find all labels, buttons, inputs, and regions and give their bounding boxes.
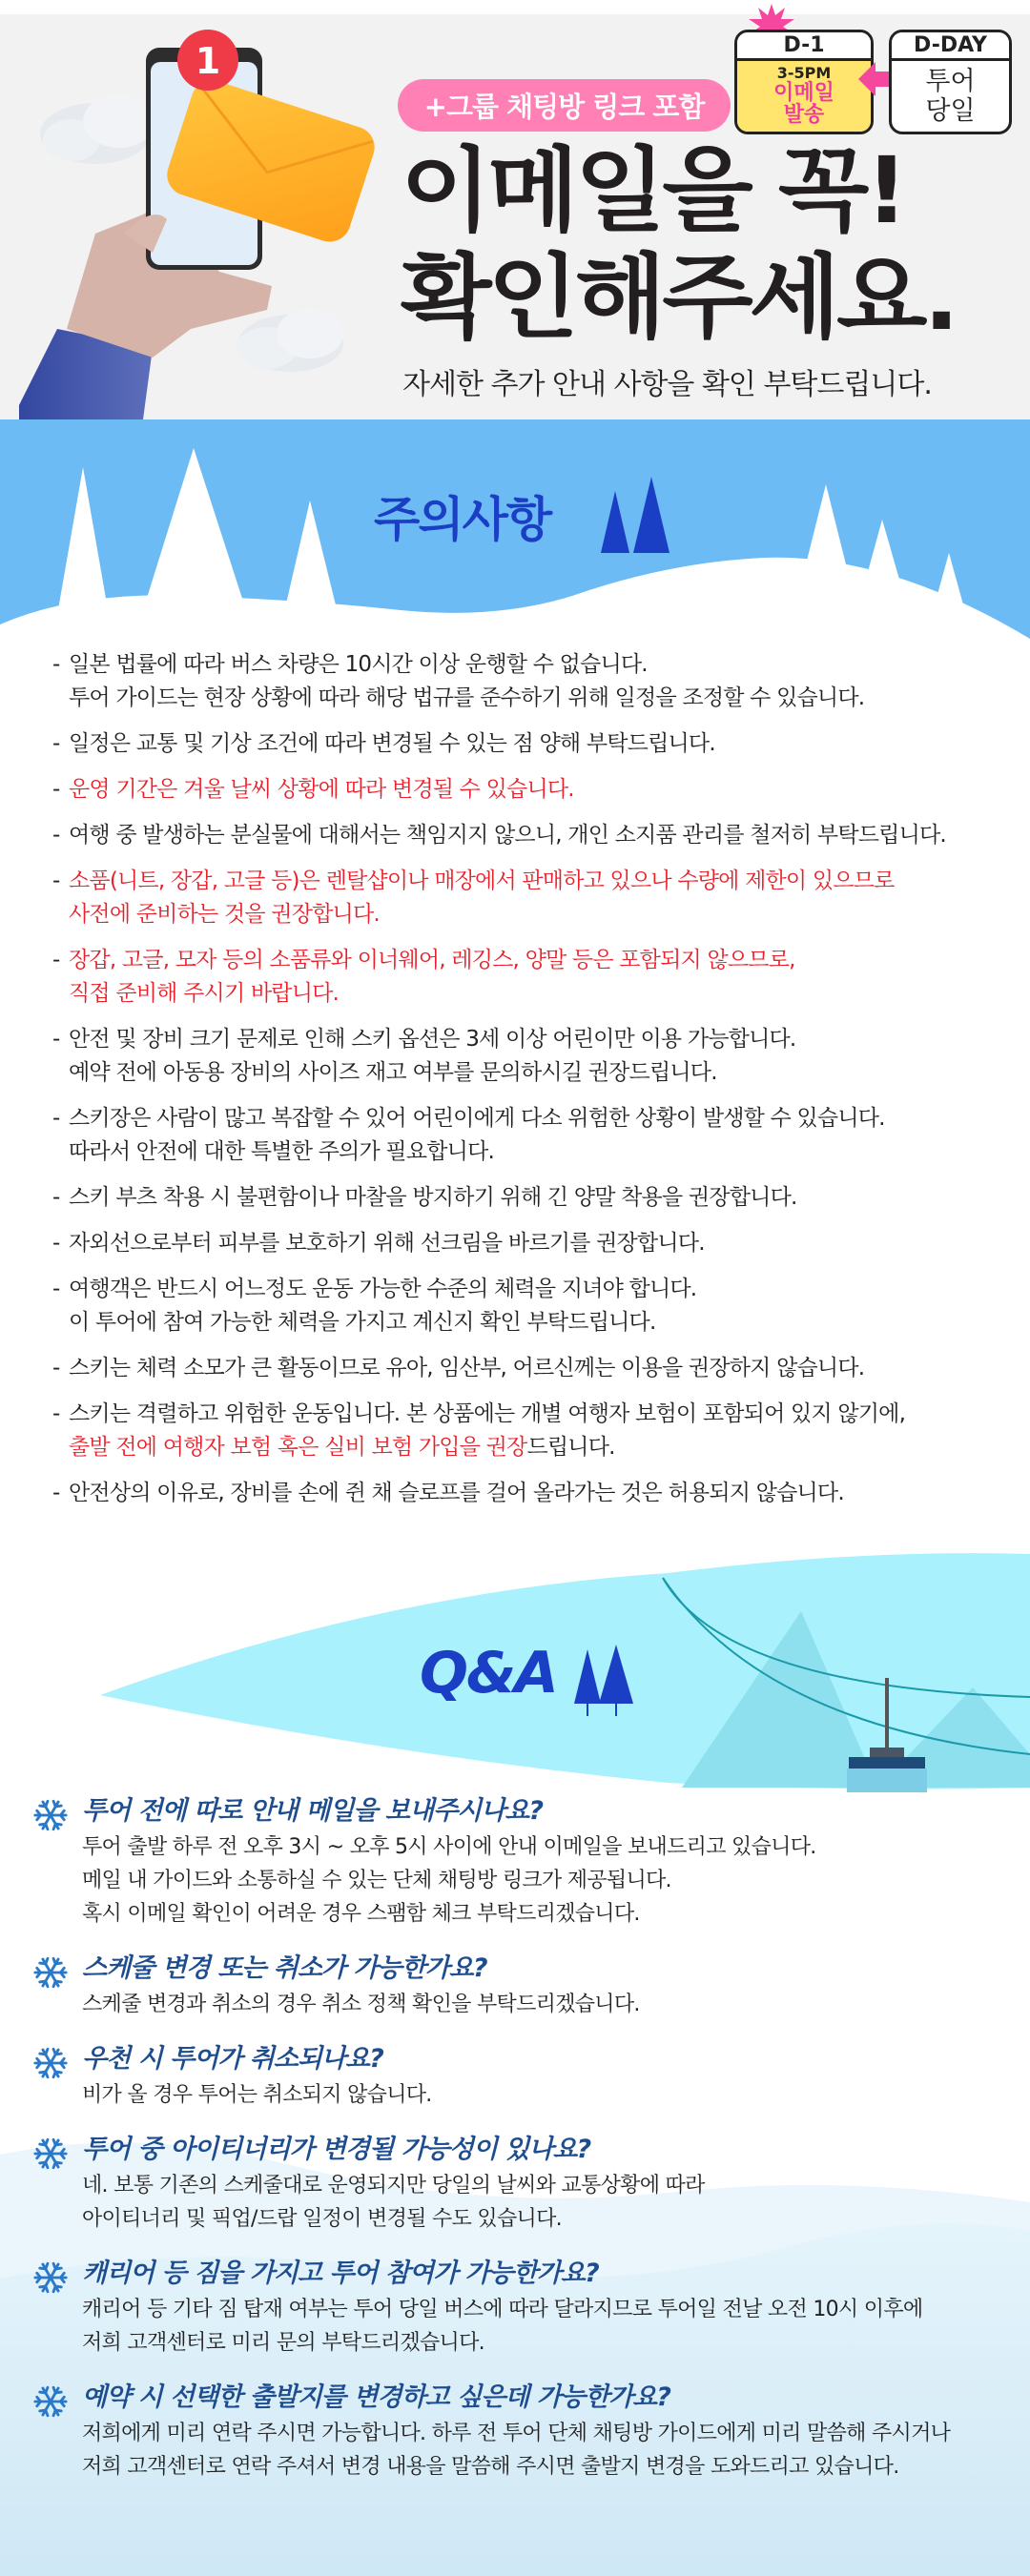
qa-item: [0, 2379, 1030, 2484]
notice-text: 예약 전에 아동용 장비의 사이즈 재고 여부를 문의하시길 권장드립니다.: [69, 1060, 717, 1085]
qa-question: 투어 전에 따로 안내 메일을 보내주시나요?: [82, 1796, 544, 1826]
bullet-dash: -: [52, 1277, 61, 1301]
cloud-icon: [40, 94, 155, 164]
qa-answer-line: 아이티너리 및 픽업/드랍 일정이 변경될 수도 있습니다.: [82, 2207, 562, 2231]
snowflake-icon: [32, 2136, 69, 2172]
notice-line: [69, 1306, 1030, 1339]
notice-item: [0, 648, 1030, 715]
notice-text: 여행 중 발생하는 분실물에 대해서는 책임지지 않으니, 개인 소지품 관리를 철저히 부탁드립니다.: [69, 823, 946, 848]
notice-line: [69, 1023, 1030, 1056]
snowflake-icon: [32, 2383, 69, 2420]
notice-item: [0, 1102, 1030, 1169]
qa-question: 우천 시 투어가 취소되나요?: [82, 2044, 383, 2074]
notice-text: 스키는 격렬하고 위험한 운동입니다. 본 상품에는 개별 여행자 보험이 포함되어 있지 않기에,: [69, 1401, 906, 1426]
notice-text: 여행객은 반드시 어느정도 운동 가능한 수준의 체력을 지녀야 합니다.: [69, 1277, 697, 1301]
notice-line: [69, 1056, 1030, 1090]
notice-text-highlight: 장갑, 고글, 모자 등의 소품류와 이너웨어, 레깅스, 양말 등은 포함되지 않으므로,: [69, 948, 795, 972]
bullet-dash: -: [52, 823, 61, 848]
snowflake-icon: [32, 2045, 69, 2081]
d1-schedule-card: [734, 30, 874, 134]
qa-question: 예약 시 선택한 출발지를 변경하고 싶은데 가능한가요?: [82, 2382, 670, 2412]
d1-label: D-1: [737, 32, 871, 61]
bullet-dash: -: [52, 1231, 61, 1256]
notice-text-highlight: 운영 기간은 겨울 날씨 상황에 따라 변경될 수 있습니다.: [69, 777, 574, 802]
bullet-dash: -: [52, 1401, 61, 1426]
notice-text: 투어 가이드는 현장 상황에 따라 해당 법규를 준수하기 위해 일정을 조정할 수 있습니다.: [69, 685, 865, 710]
arrow-left-icon: [858, 62, 893, 96]
hero-title-line2: 확인해주세요.: [401, 244, 956, 351]
notice-line: [69, 1431, 1030, 1464]
cloud-icon: [237, 309, 343, 372]
d1-line2: 발송: [783, 103, 825, 127]
bullet-dash: -: [52, 1027, 61, 1052]
qa-answer-line: 혹시 이메일 확인이 어려운 경우 스팸함 체크 부탁드리겠습니다.: [82, 1902, 640, 1926]
qa-answer-line: 네. 보통 기존의 스케줄대로 운영되지만 당일의 날씨와 교통상황에 따라: [82, 2174, 705, 2198]
notice-text-highlight: 소품(니트, 장갑, 고글 등)은 렌탈샵이나 매장에서 판매하고 있으나 수량에 제한이 있으므로: [69, 869, 895, 893]
bullet-dash: -: [52, 777, 61, 802]
notice-line: [69, 1352, 1030, 1385]
dday-schedule-card: [889, 30, 1012, 134]
notice-title: 주의사항: [374, 492, 551, 547]
notice-line: [69, 1273, 1030, 1306]
notice-item: [0, 773, 1030, 807]
notice-item: [0, 1477, 1030, 1510]
notice-text: 일정은 교통 및 기상 조건에 따라 변경될 수 있는 점 양해 부탁드립니다.: [69, 731, 715, 756]
qa-answer-line: 저희 고객센터로 미리 문의 부탁드리겠습니다.: [82, 2331, 484, 2355]
notice-line: [69, 1102, 1030, 1135]
notice-line: [69, 682, 1030, 715]
notice-line: [69, 1398, 1030, 1431]
notice-text: 스키는 체력 소모가 큰 활동이므로 유아, 임산부, 어르신께는 이용을 권장하지 않습니다.: [69, 1356, 865, 1380]
snowflake-icon: [32, 1797, 69, 1833]
qa-list: [0, 1792, 1030, 2503]
notice-line: [69, 898, 1030, 931]
notice-item: [0, 1273, 1030, 1339]
notice-item: [0, 1352, 1030, 1385]
dday-line2: 당일: [925, 96, 976, 126]
notice-line: [69, 1227, 1030, 1260]
qa-title: Q&A: [420, 1640, 557, 1707]
notice-item: [0, 727, 1030, 761]
notice-line: [69, 944, 1030, 977]
qa-item: [0, 1792, 1030, 1931]
notice-item: [0, 1181, 1030, 1215]
group-chat-link-pill: +그룹 채팅방 링크 포함: [398, 79, 731, 132]
d1-line1: 이메일: [773, 81, 834, 105]
tree-icon: [570, 1645, 637, 1716]
notice-line: [69, 1181, 1030, 1215]
notice-item: [0, 1227, 1030, 1260]
notice-text: 스키 부츠 착용 시 불편함이나 마찰을 방지하기 위해 긴 양말 착용을 권장합니다.: [69, 1185, 797, 1210]
notice-line: [69, 727, 1030, 761]
qa-answer-line: 비가 올 경우 투어는 취소되지 않습니다.: [82, 2083, 432, 2107]
notice-item: [0, 865, 1030, 931]
qa-answer-line: 투어 출발 하루 전 오후 3시 ~ 오후 5시 사이에 안내 이메일을 보내드리고 있습니다.: [82, 1835, 816, 1859]
hand-phone-envelope-illustration: [0, 14, 401, 419]
notice-item: [0, 1398, 1030, 1464]
notice-text: 자외선으로부터 피부를 보호하기 위해 선크림을 바르기를 권장합니다.: [69, 1231, 705, 1256]
d1-time: 3-5PM: [776, 64, 832, 82]
bullet-dash: -: [52, 652, 61, 677]
qa-item: [0, 2255, 1030, 2360]
bullet-dash: -: [52, 731, 61, 756]
qa-question: 스케줄 변경 또는 취소가 가능한가요?: [82, 1953, 487, 1983]
bullet-dash: -: [52, 1185, 61, 1210]
bullet-dash: -: [52, 1356, 61, 1380]
qa-item: [0, 2131, 1030, 2236]
qa-answer-line: 저희에게 미리 연락 주시면 가능합니다. 하루 전 투어 단체 채팅방 가이드에게 미리 말씀해 주시거나: [82, 2422, 951, 2445]
notice-line: [69, 1135, 1030, 1169]
notice-item: [0, 944, 1030, 1011]
hero-title-line1: 이메일을 꼭!: [401, 137, 905, 244]
bullet-dash: -: [52, 948, 61, 972]
qa-answer-line: 메일 내 가이드와 소통하실 수 있는 단체 채팅방 링크가 제공됩니다.: [82, 1869, 671, 1892]
notice-text-highlight: 사전에 준비하는 것을 권장합니다.: [69, 902, 380, 927]
notice-text: 따라서 안전에 대한 특별한 주의가 필요합니다.: [69, 1139, 495, 1164]
notice-text: 이 투어에 참여 가능한 체력을 가지고 계신지 확인 부탁드립니다.: [69, 1310, 656, 1335]
bullet-dash: -: [52, 869, 61, 893]
qa-question: 투어 중 아이티너리가 변경될 가능성이 있나요?: [82, 2135, 591, 2164]
qa-item: [0, 1950, 1030, 2021]
notice-line: [69, 648, 1030, 682]
notice-text: 안전 및 장비 크기 문제로 인해 스키 옵션은 3세 이상 어린이만 이용 가능합니다.: [69, 1027, 796, 1052]
dday-label: D-DAY: [892, 32, 1009, 61]
notice-line: [69, 773, 1030, 807]
notice-text: 안전상의 이유로, 장비를 손에 쥔 채 슬로프를 걸어 올라가는 것은 허용되지 않습니다.: [69, 1481, 844, 1505]
qa-answer-line: 저희 고객센터로 연락 주셔서 변경 내용을 말씀해 주시면 출발지 변경을 도와드리고 있습니다.: [82, 2455, 899, 2479]
notice-text-highlight: 직접 준비해 주시기 바랍니다.: [69, 981, 340, 1006]
notice-item: [0, 1023, 1030, 1090]
notice-line: [69, 977, 1030, 1011]
bullet-dash: -: [52, 1481, 61, 1505]
notification-count: 1: [195, 40, 221, 82]
qa-answer-line: 스케줄 변경과 취소의 경우 취소 정책 확인을 부탁드리겠습니다.: [82, 1993, 640, 2016]
bullet-dash: -: [52, 1106, 61, 1131]
notice-line: [69, 1477, 1030, 1510]
notice-text: 드립니다.: [526, 1435, 615, 1460]
snowflake-icon: [32, 1954, 69, 1991]
notice-list: [0, 648, 1030, 1523]
snowflake-icon: [32, 2259, 69, 2296]
notice-line: [69, 819, 1030, 852]
notice-text: 일본 법률에 따라 버스 차량은 10시간 이상 운행할 수 없습니다.: [69, 652, 648, 677]
notice-item: [0, 819, 1030, 852]
notice-text-highlight: 출발 전에 여행자 보험 혹은 실비 보험 가입을 권장: [69, 1435, 527, 1460]
qa-item: [0, 2040, 1030, 2112]
notice-line: [69, 865, 1030, 898]
qa-question: 캐리어 등 짐을 가지고 투어 참여가 가능한가요?: [82, 2259, 599, 2288]
notice-text: 스키장은 사람이 많고 복잡할 수 있어 어린이에게 다소 위험한 상황이 발생할 수 있습니다.: [69, 1106, 885, 1131]
hero-subtitle: 자세한 추가 안내 사항을 확인 부탁드립니다.: [402, 368, 932, 401]
qa-answer-line: 캐리어 등 기타 짐 탑재 여부는 투어 당일 버스에 따라 달라지므로 투어일 전날 오전 10시 이후에: [82, 2298, 923, 2321]
dday-line1: 투어: [925, 67, 976, 96]
